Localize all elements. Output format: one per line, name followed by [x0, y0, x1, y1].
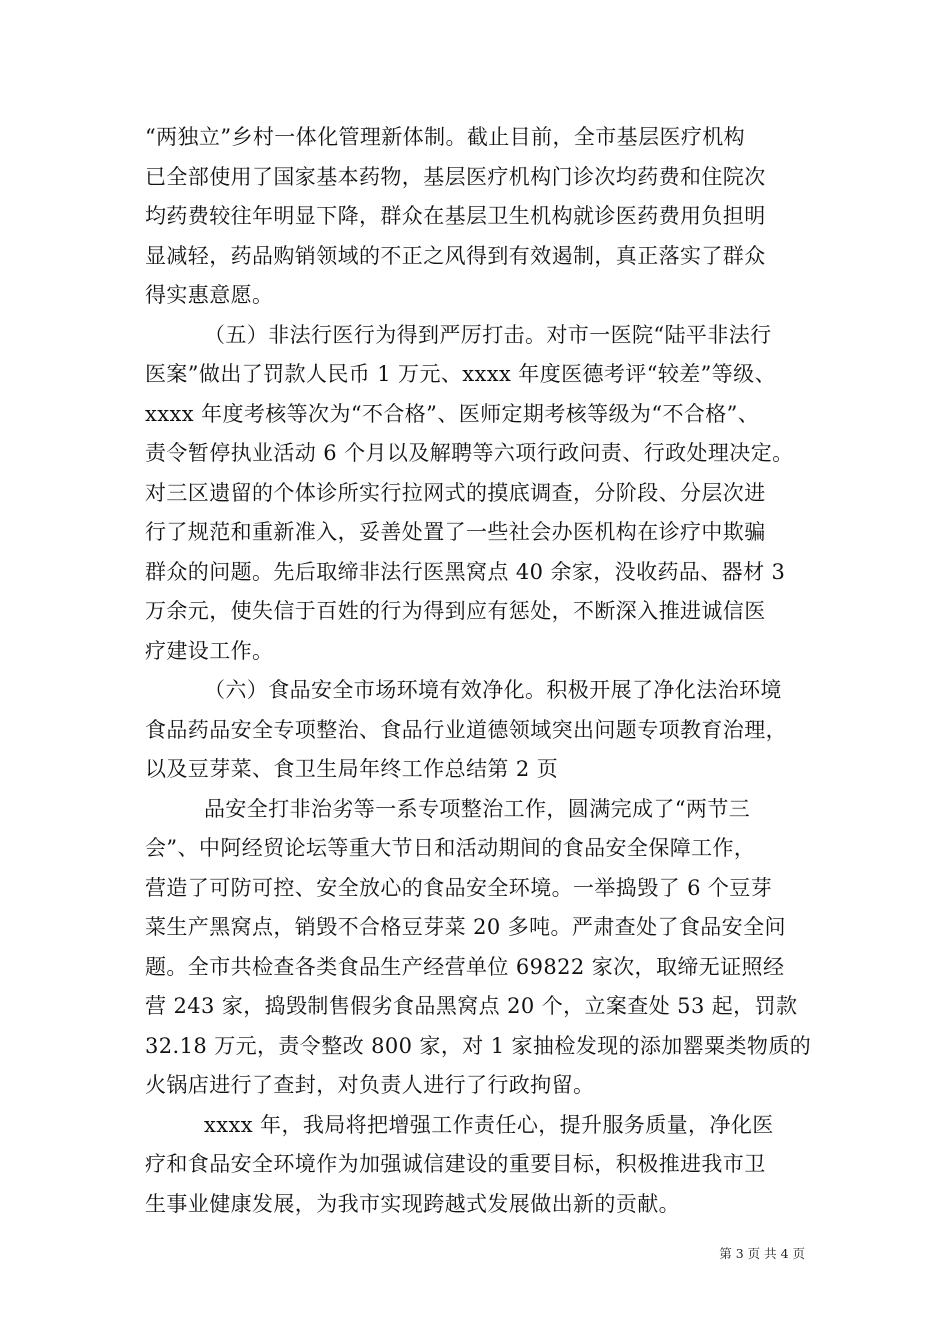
- text-line: 32.18 万元，责令整改 800 家，对 1 家抽检发现的添加罂粟类物质的: [145, 1033, 812, 1058]
- closing-paragraph-line: xxxx 年，我局将把增强工作责任心，提升服务质量，净化医: [204, 1112, 774, 1137]
- text-line: 会”、中阿经贸论坛等重大节日和活动期间的食品安全保障工作，: [145, 836, 756, 860]
- text-line: 疗和食品安全环境作为加强诚信建设的重要目标，积极推进我市卫: [145, 1152, 766, 1176]
- text-line: 以及豆芽菜、食卫生局年终工作总结第 2 页: [145, 757, 559, 781]
- text-line: 对三区遗留的个体诊所实行拉网式的摸底调查，分阶段、分层次进: [145, 480, 766, 505]
- section-six-heading-line: （六）食品安全市场环境有效净化。积极开展了净化法治环境: [204, 678, 782, 702]
- text-line: xxxx 年度考核等次为“不合格”、医师定期考核等级为“不合格”、: [145, 401, 760, 426]
- text-line: 均药费较往年明显下降，群众在基层卫生机构就诊医药费用负担明: [145, 204, 766, 228]
- text-line: 营造了可防可控、安全放心的食品安全环境。一举捣毁了 6 个豆芽: [145, 875, 773, 900]
- text-line: 万余元，使失信于百姓的行为得到应有惩处，不断深入推进诚信医: [145, 599, 766, 623]
- text-line: 疗建设工作。: [145, 638, 274, 663]
- text-line: “两独立”乡村一体化管理新体制。截止目前，全市基层医疗机构: [145, 125, 746, 149]
- text-line: 火锅店进行了查封，对负责人进行了行政拘留。: [145, 1073, 595, 1097]
- text-line: 生事业健康发展，为我市实现跨越式发展做出新的贡献。: [145, 1191, 680, 1216]
- text-line: 行了规范和重新准入，妥善处置了一些社会办医机构在诊疗中欺骗: [145, 520, 766, 544]
- page-number-footer: 第 3 页 共 4 页: [719, 1246, 805, 1261]
- text-line: 显减轻，药品购销领域的不正之风得到有效遏制，真正落实了群众: [145, 243, 766, 268]
- text-line: 题。全市共检查各类食品生产经营单位 69822 家次，取缔无证照经: [145, 954, 785, 979]
- document-body: [145, 118, 825, 1224]
- text-line: 已全部使用了国家基本药物，基层医疗机构门诊次均药费和住院次: [145, 164, 766, 189]
- text-line: 群众的问题。先后取缔非法行医黑窝点 40 余家，没收药品、器材 3: [145, 559, 786, 584]
- text-line: 得实惠意愿。: [145, 283, 274, 307]
- section-five-heading-line: （五）非法行医行为得到严厉打击。对市一医院“陆平非法行: [204, 322, 772, 347]
- text-line: 菜生产黑窝点，销毁不合格豆芽菜 20 多吨。严肃查处了食品安全问: [145, 915, 786, 939]
- text-line: 责令暂停执业活动 6 个月以及解聘等六项行政问责、行政处理决定。: [145, 441, 794, 465]
- text-line: 品安全打非治劣等一系专项整治工作，圆满完成了“两节三: [204, 796, 751, 821]
- text-line: 医案”做出了罚款人民币 1 万元、xxxx 年度医德考评“较差”等级、: [145, 362, 776, 386]
- text-line: 食品药品安全专项整治、食品行业道德领域突出问题专项教育治理，: [145, 717, 787, 742]
- text-line: 营 243 家，捣毁制售假劣食品黑窝点 20 个，立案查处 53 起，罚款: [145, 994, 798, 1018]
